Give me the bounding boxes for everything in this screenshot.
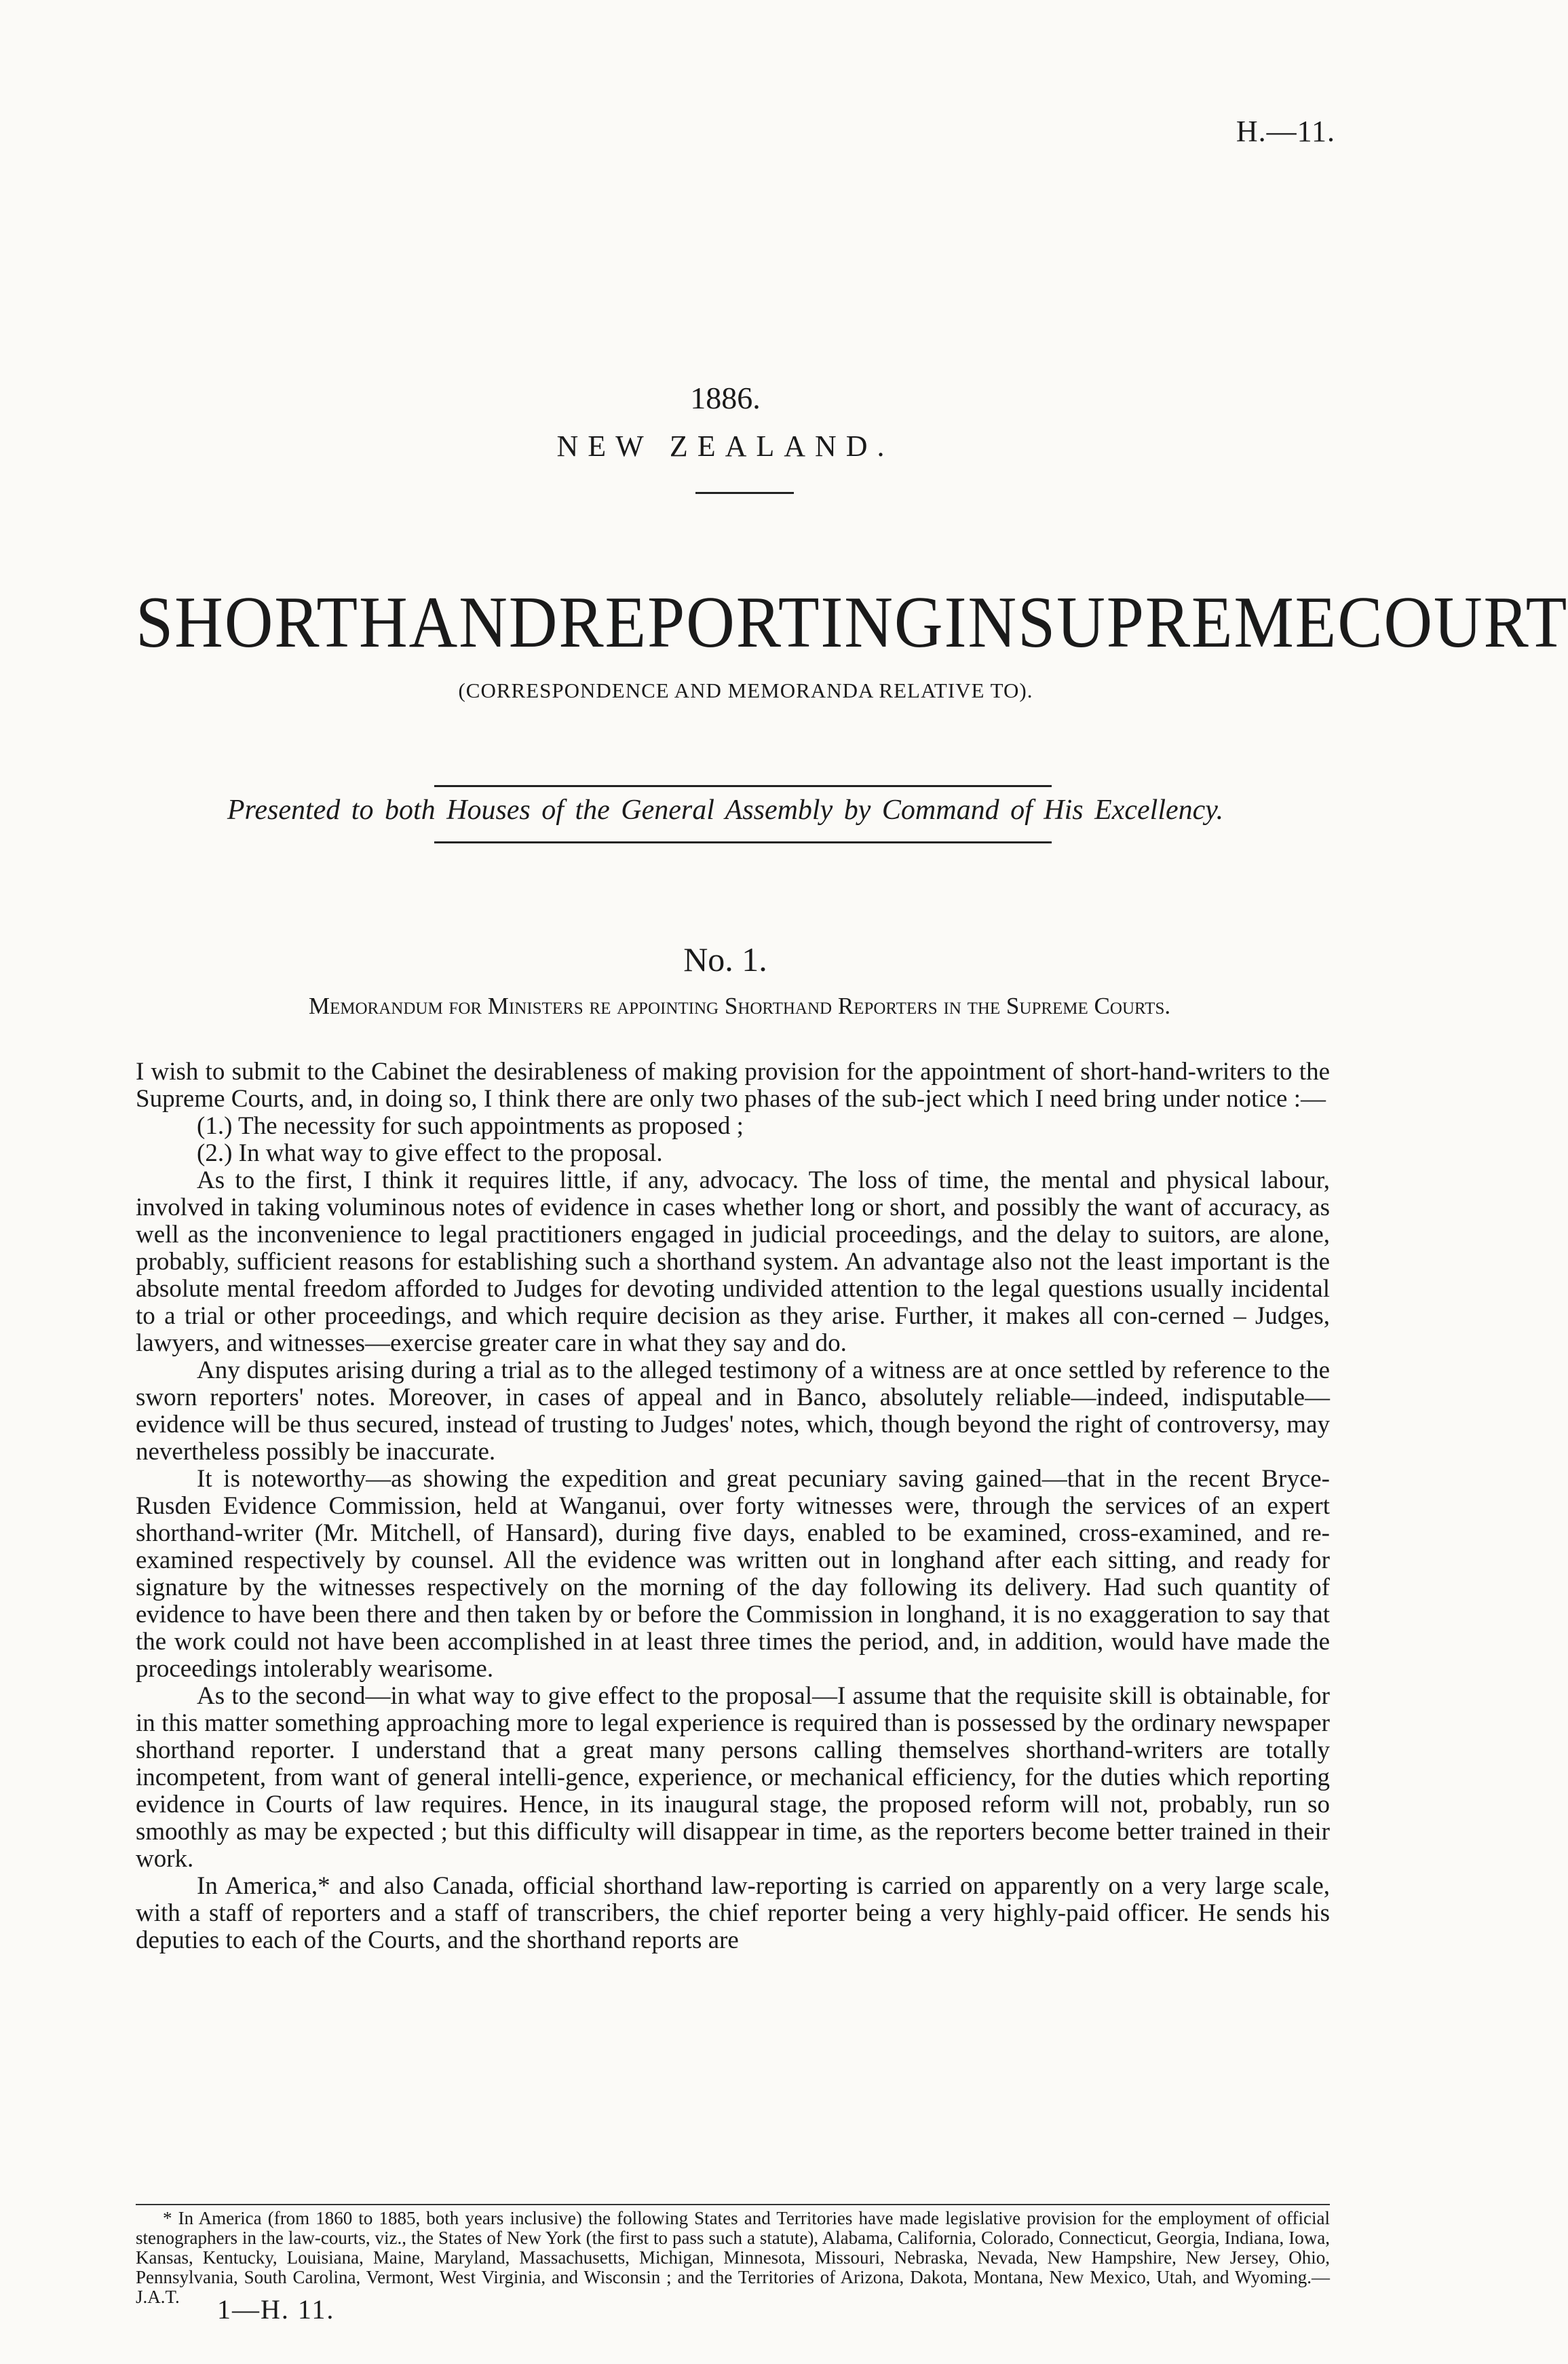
paragraph: As to the second—in what way to give effect to the proposal—I assume that the requisite skill is obtainable, for in this matter something approaching more to legal experience is required than is possessed by the ordinary newspaper shorthand reporter. I understand that a great many persons calling themselves shorthand-writers are totally incompetent, from want of general intelli-gence, experience, or mechanical efficiency, for the duties which reporting evidence in Courts of law requires. Hence, in its inaugural stage, the proposed reform will not, probably, run so smoothly as may be expected ; but this difficulty will disappear in time, as the reporters become better trained in their work.	[136, 1682, 1330, 1873]
footnote: * In America (from 1860 to 1885, both years inclusive) the following States and Territories have made legislative provision for the employment of official stenographers in the law-courts, viz., the States of New York (the first to pass such a statute), Alabama, California, Colorado, Connecticut, Georgia, Indiana, Iowa, Kansas, Kentucky, Louisiana, Maine, Maryland, Massachusetts, Michigan, Minnesota, Missouri, Nebraska, Nevada, New Hampshire, New Jersey, Ohio, Pennsylvania, South Carolina, Vermont, West Virginia, and Wisconsin ; and the Territories of Arizona, Dakota, Montana, New Mexico, Utah, and Wyoming.—J.A.T.	[136, 2208, 1330, 2307]
presented-line: Presented to both Houses of the General Assembly by Command of His Excellency.	[227, 795, 1224, 826]
main-title-word: COURT	[1337, 582, 1568, 663]
paragraph: In America,* and also Canada, official shorthand law-reporting is carried on apparently on a very large scale, with a staff of reporters and a staff of transcribers, the chief reporter being a very highly-paid officer. He sends his deputies to each of the Courts, and the shorthand reports are	[136, 1872, 1330, 1954]
main-title-word: SUPREME	[1018, 582, 1338, 663]
main-title-word: SHORTHAND	[136, 582, 559, 663]
paragraph: As to the first, I think it requires little, if any, advocacy. The loss of time, the mental and physical labour, involved in taking voluminous notes of evidence in cases whether long or short, and possibly the want of accuracy, as well as the inconvenience to legal practitioners engaged in judicial proceedings, and the delay to suitors, are alone, probably, sufficient reasons for establishing such a shorthand system. An advantage also not the least important is the absolute mental freedom afforded to Judges for devoting undivided attention to the legal questions usually incidental to a trial or other proceedings, and which require decision as they arise. Further, it makes all con-cerned – Judges, lawyers, and witnesses—exercise greater care in what they say and do.	[136, 1166, 1330, 1357]
list-item: (2.) In what way to give effect to the proposal.	[197, 1139, 663, 1167]
list-item: (1.) The necessity for such appointments as proposed ;	[197, 1112, 744, 1140]
paragraph: It is noteworthy—as showing the expedition and great pecuniary saving gained—that in the recent Bryce-Rusden Evidence Commission, held at Wanganui, over forty witnesses were, through the services of an expert shorthand-writer (Mr. Mitchell, of Hansard), during five days, enabled to be examined, cross-examined, and re-examined respectively by counsel. All the evidence was written out in longhand after each sitting, and ready for signature by the witnesses respectively on the morning of the day following its delivery. Had such quantity of evidence to have been there and then taken by or before the Commission in longhand, it is no exaggeration to say that the work could not have been accomplished in at least three times the period, and, in addition, would have made the proceedings intolerably wearisome.	[136, 1465, 1330, 1683]
memo-heading: Memorandum for Ministers re appointing Shorthand Reporters in the Supreme Courts.	[308, 993, 1171, 1019]
page-reference: H.—11.	[1236, 115, 1335, 148]
presented-rule-top	[434, 785, 1052, 787]
body-text	[136, 1059, 1330, 1954]
main-title-word: IN	[944, 582, 1018, 663]
year: 1886.	[690, 381, 761, 415]
subtitle: (CORRESPONDENCE AND MEMORANDA RELATIVE TO).	[458, 679, 1033, 702]
footnote-divider	[136, 2204, 1330, 2205]
paragraph: Any disputes arising during a trial as to the alleged testimony of a witness are at once settled by reference to the sworn reporters' notes. Moreover, in cases of appeal and in Banco, absolutely reliable—indeed, indisputable—evidence will be thus secured, instead of trusting to Judges' notes, which, though beyond the right of controversy, may nevertheless possibly be inaccurate.	[136, 1356, 1330, 1466]
document-number: No. 1.	[683, 940, 767, 978]
paragraph: I wish to submit to the Cabinet the desirableness of making provision for the appointment of short-hand-writers to the Supreme Courts, and, in doing so, I think there are only two phases of the sub-ject which I need bring under notice :—	[136, 1058, 1330, 1113]
main-title	[136, 582, 1568, 664]
title-divider	[695, 492, 794, 494]
signature-mark: 1—H. 11.	[217, 2294, 335, 2325]
country: NEW ZEALAND.	[556, 430, 894, 463]
main-title-word: REPORTING	[558, 582, 944, 663]
presented-rule-bottom	[434, 841, 1052, 843]
